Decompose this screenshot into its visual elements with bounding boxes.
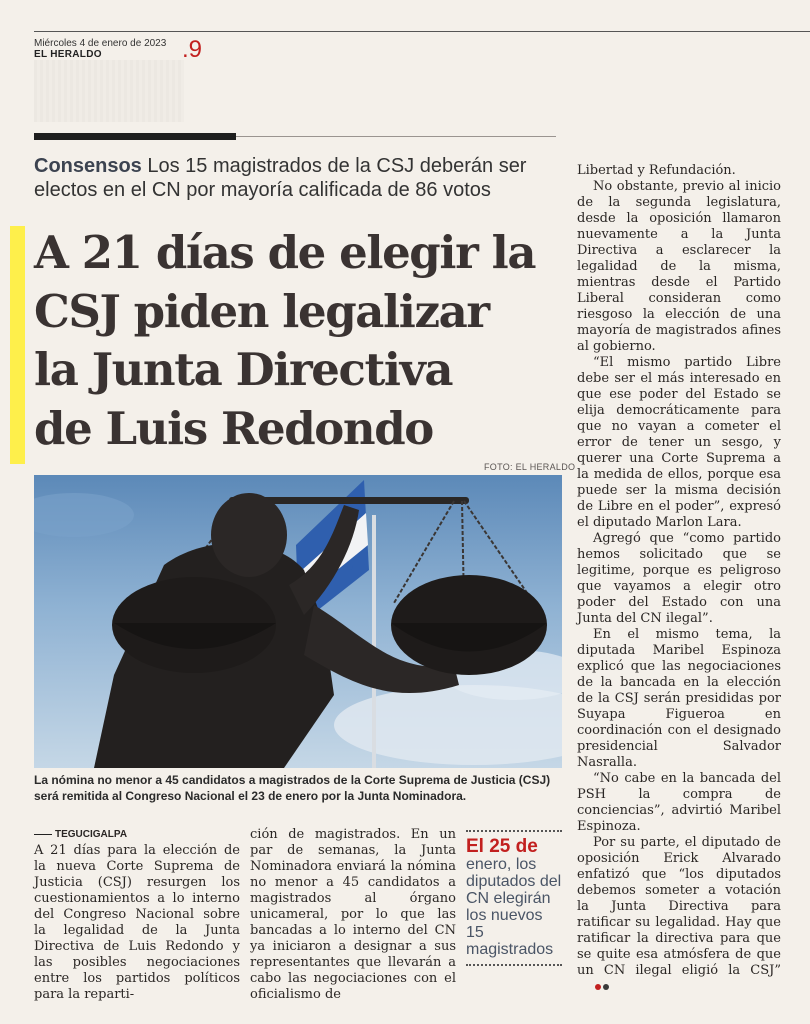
article-column-2 [250, 827, 456, 1003]
article-paragraph: A 21 días para la elección de la nueva Corte Suprema de Justicia (CSJ) resurgen los cuestionamientos a lo interno del Congreso Nacional sobre la legalidad de la Junta Directiva de Luis Redondo y las posibles negociaciones entre los partidos políticos para la reparti- [34, 843, 240, 1002]
article-paragraph: “El mismo partido Libre debe ser el más interesado en que ese poder del Estado se elija democráticamente para que no vayan a cometer el error de tener un sesgo, y querer una Corte Suprema a la medida de ellos, porque esa puede ser la misma decisión de Libre en el poder”, expresó el diputado Marlon Lara. [577, 355, 781, 530]
article-paragraph: No obstante, previo al inicio de la segunda legislatura, desde la oposición llamaron nuevamente a la Junta Directiva a esclarecer la legalidad de la misma, mientras desde el Partido Liberal consideran como riesgoso la elección de una mayoría de magistrados afines al gobierno. [577, 179, 781, 354]
article-paragraph: En el mismo tema, la diputada Maribel Espinoza explicó que las negociaciones de la bancada en la elección de la CSJ serán presididas por Suyapa Figueroa en coordinación con el designado presidencial Salvador Nasralla. [577, 627, 781, 770]
page-number: .9 [182, 36, 203, 63]
headline-line: A 21 días de elegir la [34, 226, 536, 279]
pull-quote [466, 830, 562, 966]
photo-credit: FOTO: EL HERALDO [484, 462, 576, 472]
article-paragraph [577, 835, 781, 995]
article-paragraph: “No cabe en la bancada del PSH la compra de conciencias”, advirtió Maribel Espinoza. [577, 771, 781, 834]
article-paragraph: Libertad y Refundación. [577, 163, 736, 178]
pull-quote-highlight: El 25 de [466, 836, 538, 857]
headline [34, 224, 574, 458]
article-closing-text: Por su parte, el diputado de oposición Erick Alvarado enfatizó que “los diputados debemos someter a votación la Junta Directiva para ratificar su legalidad. Hay que ratificar la directiva para que se quite esa atmósfera de que un CN ilegal eligió la CSJ” [577, 835, 781, 978]
kicker-text: Los 15 magistrados de la CSJ deberán ser electos en el CN por mayoría calificada de 86 votos [34, 155, 527, 201]
end-of-article-marker [579, 979, 611, 995]
kicker-keyword: Consensos [34, 155, 142, 177]
newspaper-name: EL HERALDO [34, 49, 102, 60]
dateline: TEGUCIGALPA [34, 829, 127, 840]
section-rule-thin [236, 136, 556, 137]
ghost-barcode-block [34, 60, 184, 122]
headline-line: la Junta Directiva [34, 343, 453, 396]
justice-statue-illustration [34, 475, 562, 768]
section-rule-thick [34, 133, 236, 140]
headline-line: de Luis Redondo [34, 401, 433, 455]
pull-quote-text: enero, los diputados del CN elegirán los nuevos 15 magistrados [466, 856, 562, 958]
justice-statue-photo [34, 475, 562, 768]
headline-line: CSJ piden legalizar [34, 284, 489, 338]
photo-caption: La nómina no menor a 45 candidatos a magistrados de la Corte Suprema de Justicia (CSJ) será remitida al Congreso Nacional el 23 de enero por la Junta Nominadora. [34, 773, 551, 803]
highlighter-mark [10, 226, 25, 464]
header-rule [34, 31, 810, 32]
article-paragraph: ción de magistrados. En un par de semanas, la Junta Nominadora enviará la nómina no menor a 45 candidatos a magistrados al órgano unicameral, por lo que las bancadas a lo interno del CN ya iniciaron a designar a sus representantes que llevarán a cabo las negociaciones con el oficialismo de [250, 827, 456, 1002]
article-column-3 [577, 163, 781, 995]
edition-date: Miércoles 4 de enero de 2023 [34, 38, 167, 49]
article-column-1 [34, 843, 240, 1003]
kicker [34, 154, 564, 202]
article-paragraph: Agregó que “como partido hemos solicitado que se legitime, porque es peligroso que vayamos a elegir otro poder del Estado con una Junta del CN ilegal”. [577, 531, 781, 626]
